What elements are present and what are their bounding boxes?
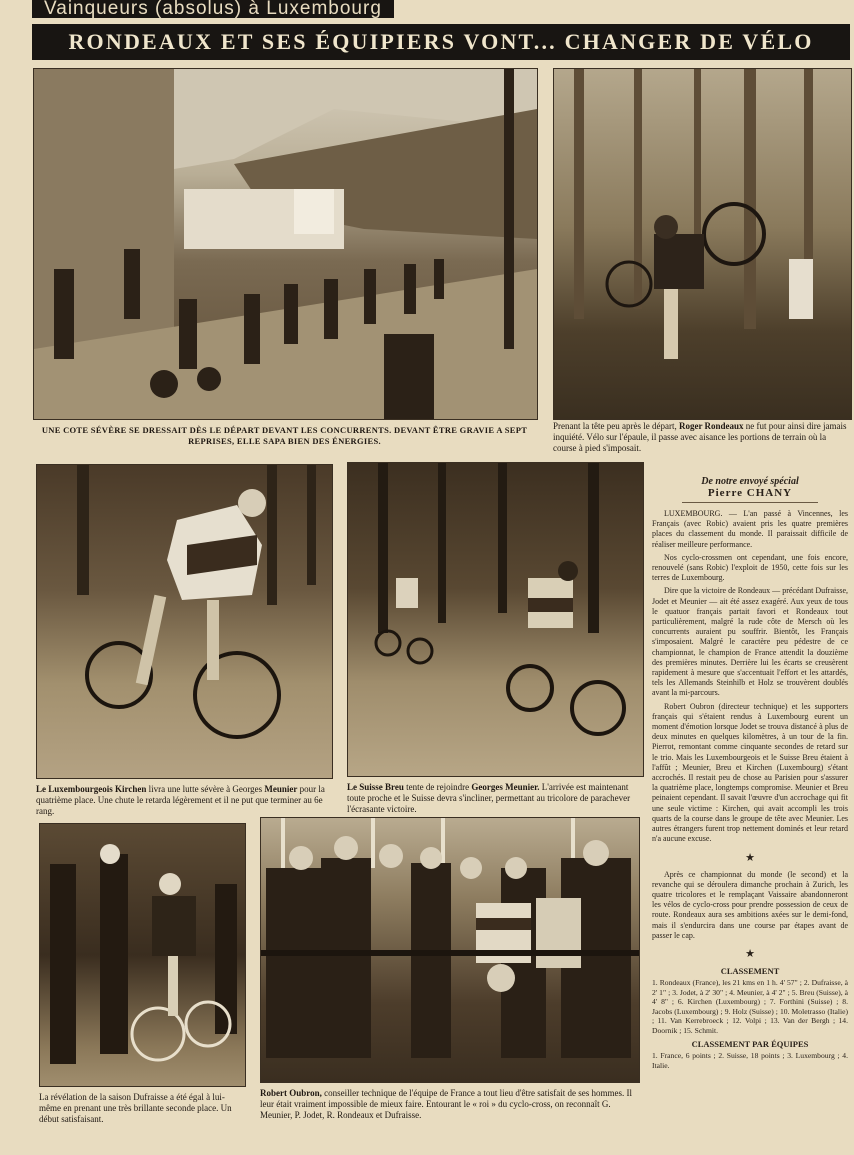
- caption-meunier-name: Meunier: [264, 784, 298, 794]
- caption-oubron: [260, 1088, 638, 1132]
- classement-list: 1. Rondeaux (France), les 21 kms en 1 h. 4' 57" ; 2. Dufraisse, à 2' 1" ; 3. Jodet, à 2' 30" ; 4. Meunier, à 4' 2" ; 5. Breu (Suisse), à 4' 8" ; 6. Kirchen (Luxembourg) ; 7. Forthini (Suisse) ; 8. Jacobs (Luxembourg) ; 9. Holz (Suisse) ; 10. Moletrasso (Italie) ; 11. Van Kerrebroeck ; 12. Volpi ; 13. Van der Bergh ; 14. Doornik ; 15. Schmit.: [652, 977, 848, 1035]
- caption-kirchen-rest: pour la quatrième place. Une chute le retarda légèrement et il ne put que terminer au 6e rang.: [36, 784, 325, 816]
- caption-rondeaux-text: Prenant la tête peu après le départ,: [553, 421, 677, 431]
- caption-rondeaux: [553, 421, 850, 455]
- photo-dufraisse: [39, 823, 246, 1087]
- page-headline: RONDEAUX ET SES ÉQUIPIERS VONT... CHANGER DE VÉLO: [32, 24, 850, 60]
- star-separator: ★: [745, 851, 755, 864]
- star-separator-2: ★: [745, 947, 755, 960]
- article-author: Pierre CHANY: [707, 487, 793, 499]
- caption-breu-rest: L'arrivée est maintenant toute proche et le Suisse devra s'incliner, permettant au tricolore de parachever l'écrasante victoire.: [347, 782, 631, 814]
- article-byline: De notre envoyé spécial: [701, 476, 799, 487]
- caption-rondeaux-rest: ne fut pour ainsi dire jamais inquiété. Vélo sur l'épaule, il passe avec aisance les portions de terrain où la course à pied s'imposait.: [553, 421, 847, 453]
- caption-kirchen-name: Kirchen: [115, 784, 147, 794]
- classement-equipes-heading: CLASSEMENT PAR ÉQUIPES: [691, 1039, 809, 1050]
- photo-breu-meunier: [347, 462, 644, 777]
- caption-kirchen-text: livra une lutte sévère à Georges: [148, 784, 263, 794]
- caption-kirchen-prefix: Le Luxembourgeois: [36, 784, 113, 794]
- article-paragraph-5: Après ce championnat du monde (le second) et la revanche qui se déroulera dimanche prochain à Zurich, les quatre tricolores et le remplaçant Vaissaire abandonneront les vélos de cyclo-cross pour prendre possession de ceux de route. Rondeaux aura ses ambitions axées sur le demi-fond, mais il s'endurcira dans une course par étapes avant de passer le cap.: [652, 869, 848, 940]
- classement-equipes-list: 1. France, 6 points ; 2. Suisse, 18 points ; 3. Luxembourg ; 4. Italie.: [652, 1051, 848, 1071]
- photo-kirchen: [36, 464, 333, 779]
- article-paragraph-3: Dire que la victoire de Rondeaux — précédant Dufraisse, Jodet et Meunier — ait été assez exagéré. Aux yeux de tous le quatuor français partait favori et Rondeaux tout particulièrement, malgré la rude côte de Mersch où les concurrents auraient pu souffrir. Bientôt, les Français s'imposaient. Malgré le caractère peu pédestre de ce championnat, le champion de France attendit la douzième des premières minutes. Derrière lui les écarts se creusèrent rapidement à mesure que s'accentuait l'effort et les attardés, tels les Allemands Steinhilb et Holz se trouvèrent doublés avant la mi-parcours.: [652, 586, 848, 698]
- photo-rondeaux: [553, 68, 852, 420]
- article-paragraph-1: LUXEMBOURG. — L'an passé à Vincennes, les Français (avec Robic) avaient pris les quatre premières places du classement du monde. Il paraissait difficile de réaliser meilleure performance.: [652, 509, 848, 549]
- article-column: [652, 470, 848, 1150]
- caption-oubron-name: Robert Oubron,: [260, 1088, 322, 1098]
- caption-oubron-text: conseiller technique de l'équipe de France a tout lieu d'être satisfait de ses hommes. Il leur était vraiment impossible de mieux faire. Entourant le « roi » du cyclo-cross, on reconnaît G. Meunier, P. Jodet, R. Rondeaux et Dufraisse.: [260, 1088, 632, 1120]
- section-kicker: Vainqueurs (absolus) à Luxembourg: [32, 0, 394, 18]
- article-paragraph-2: Nos cyclo-crossmen ont cependant, une fois encore, renouvelé (sans Robic) l'exploit de 1950, cette fois sur les terres de Luxembourg.: [652, 552, 848, 583]
- caption-breu-prefix: Le Suisse: [347, 782, 383, 792]
- classement-heading: CLASSEMENT: [720, 965, 780, 976]
- photo-hill-climb: [33, 68, 538, 420]
- caption-breu: [347, 782, 642, 816]
- divider: [682, 502, 818, 503]
- caption-breu-name: Breu: [385, 782, 404, 792]
- caption-breu-text: tente de rejoindre: [406, 782, 470, 792]
- caption-breu-meunier-name: Georges Meunier.: [471, 782, 540, 792]
- photo-team-oubron: [260, 817, 640, 1083]
- article-paragraph-4: Robert Oubron (directeur technique) et les supporters français qui s'étaient rendus à Luxembourg eurent un moment d'émotion lorsque Jodet se trouva distancé à plus de deux minutes en quelques kilomètres, à un tour de la fin. Pierrot, remontant comme cinquante secondes de retard sur le trio. Mais les Luxembourgeois et le Suisse Breu étaient à l'affût ; Meunier, Breu et Kirchen (Luxembourg) s'étant accrochés. Il restait peu de chose au Parisien pour s'assurer la quatrième place, longtemps compromise. Meunier et Breu peinaient cependant. Il savait l'œuvre d'un accrochage qui fit une seule victime : Kirchen, qui avait accompli les trois quarts de la course dans le groupe de tête avec Meunier. Les autres étrangers furent trop nettement dominés et leur retard n'a aucune excuse.: [652, 701, 848, 844]
- caption-hill-climb: UNE COTE SÉVÈRE SE DRESSAIT DÈS LE DÉPART DEVANT LES CONCURRENTS. DEVANT ÊTRE GRAVIE A SEPT REPRISES, ELLE SAPA BIEN DES ÉNERGIES.: [41, 425, 528, 446]
- caption-rondeaux-name: Roger Rondeaux: [678, 421, 744, 431]
- caption-dufraisse: La révélation de la saison Dufraisse a été égal à lui-même en prenant une très brillante seconde place. Un début satisfaisant.: [39, 1092, 232, 1124]
- caption-kirchen: [36, 784, 331, 818]
